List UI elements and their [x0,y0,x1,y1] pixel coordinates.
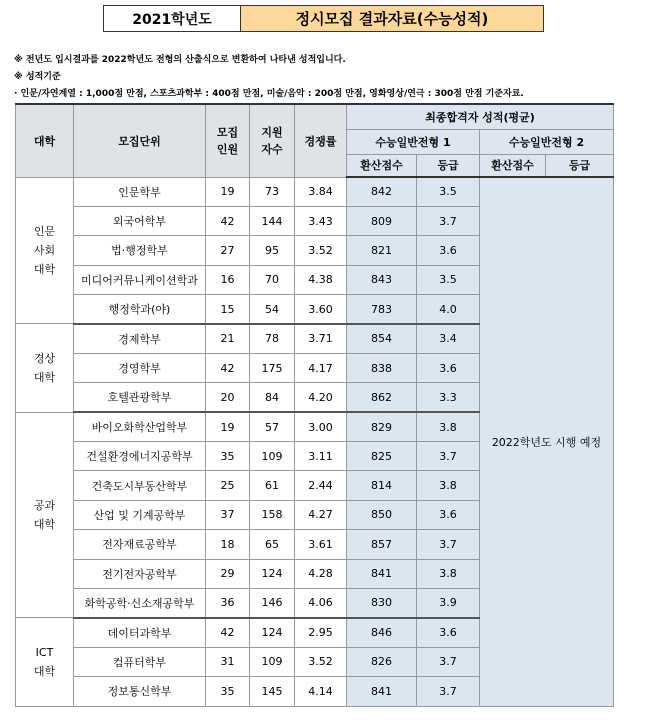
type1-score-cell: 809 [347,206,417,235]
type1-score-cell: 850 [347,500,417,529]
unit-cell: 바이오화학산업학부 [74,412,206,441]
quota-cell: 18 [206,530,250,559]
ratio-cell: 3.52 [295,236,347,265]
applicants-cell: 95 [250,236,295,265]
unit-cell: 산업 및 기계공학부 [74,500,206,529]
quota-cell: 42 [206,353,250,382]
unit-cell: 데이터과학부 [74,618,206,647]
quota-cell: 35 [206,442,250,471]
unit-cell: 컴퓨터학부 [74,647,206,676]
quota-cell: 36 [206,588,250,617]
college-cell [16,618,74,706]
type1-score-cell: 857 [347,530,417,559]
ratio-cell: 3.43 [295,206,347,235]
header-type2-grade: 등급 [546,154,614,177]
college-label-line: ICT [35,645,54,659]
college-label-line: 사회 [33,243,56,257]
type1-grade-cell: 3.9 [417,588,480,617]
type1-score-cell: 838 [347,353,417,382]
quota-cell: 16 [206,265,250,294]
college-cell [16,177,74,324]
ratio-cell: 4.27 [295,500,347,529]
type1-score-cell: 826 [347,647,417,676]
quota-cell: 21 [206,324,250,353]
results-body [16,177,614,706]
applicants-cell: 84 [250,383,295,412]
unit-cell: 화학공학·신소재공학부 [74,588,206,617]
type1-score-cell: 842 [347,177,417,206]
ratio-cell: 4.38 [295,265,347,294]
type1-grade-cell: 3.7 [417,442,480,471]
quota-cell: 37 [206,500,250,529]
type1-grade-cell: 3.3 [417,383,480,412]
unit-cell: 행정학과(야) [74,295,206,324]
type1-score-cell: 830 [347,588,417,617]
college-label-line: 인문 [33,224,56,238]
ratio-cell: 4.06 [295,588,347,617]
type1-grade-cell: 3.5 [417,265,480,294]
quota-cell: 19 [206,412,250,441]
college-label-line: 대학 [33,517,56,531]
type1-grade-cell: 3.8 [417,412,480,441]
ratio-cell: 3.60 [295,295,347,324]
quota-cell: 35 [206,677,250,706]
ratio-cell: 3.00 [295,412,347,441]
quota-cell: 42 [206,618,250,647]
type1-grade-cell: 3.6 [417,353,480,382]
unit-cell: 인문학부 [74,177,206,206]
type1-grade-cell: 3.6 [417,236,480,265]
title-year: 2021학년도 [104,6,241,31]
header-quota: 모집 인원 [206,104,250,177]
ratio-cell: 2.44 [295,471,347,500]
type1-grade-cell: 3.5 [417,177,480,206]
quota-cell: 20 [206,383,250,412]
note-score-basis: · 인문/자연계열 : 1,000점 만점, 스포츠과학부 : 400점 만점, 미술/음악 : 200점 만점, 영화영상/연극 : 300점 만점 기준자료. [14,89,524,99]
college-label-line: 공과 [33,498,56,512]
ratio-cell: 3.52 [295,647,347,676]
college-label-line: 대학 [33,664,56,678]
unit-cell: 미디어커뮤니케이션학과 [74,265,206,294]
college-label-line: 경상 [33,352,56,366]
type1-score-cell: 783 [347,295,417,324]
applicants-cell: 158 [250,500,295,529]
unit-cell: 정보통신학부 [74,677,206,706]
applicants-cell: 146 [250,588,295,617]
quota-cell: 31 [206,647,250,676]
quota-cell: 19 [206,177,250,206]
applicants-cell: 109 [250,442,295,471]
type1-grade-cell: 3.6 [417,500,480,529]
ratio-cell: 4.28 [295,559,347,588]
ratio-cell: 3.71 [295,324,347,353]
quota-cell: 15 [206,295,250,324]
applicants-cell: 175 [250,353,295,382]
applicants-cell: 78 [250,324,295,353]
header-unit: 모집단위 [74,104,206,177]
type1-score-cell: 862 [347,383,417,412]
college-label-line: 대학 [33,262,56,276]
header-type1-score: 환산점수 [347,154,417,177]
applicants-cell: 124 [250,559,295,588]
type1-grade-cell: 3.7 [417,647,480,676]
header-type2: 수능일반전형 2 [480,129,614,154]
applicants-cell: 73 [250,177,295,206]
college-cell [16,412,74,618]
type1-score-cell: 821 [347,236,417,265]
unit-cell: 법·행정학부 [74,236,206,265]
applicants-cell: 57 [250,412,295,441]
unit-cell: 호텔관광학부 [74,383,206,412]
unit-cell: 전기전자공학부 [74,559,206,588]
unit-cell: 전자재료공학부 [74,530,206,559]
quota-cell: 29 [206,559,250,588]
type1-grade-cell: 3.7 [417,677,480,706]
ratio-cell: 3.61 [295,530,347,559]
type1-grade-cell: 3.8 [417,559,480,588]
ratio-cell: 3.11 [295,442,347,471]
header-ratio: 경쟁률 [295,104,347,177]
title-main: 정시모집 결과자료(수능성적) [241,6,543,31]
header-type2-score: 환산점수 [480,154,546,177]
type1-score-cell: 846 [347,618,417,647]
applicants-cell: 124 [250,618,295,647]
ratio-cell: 4.17 [295,353,347,382]
type1-score-cell: 841 [347,677,417,706]
header-college: 대학 [16,104,74,177]
applicants-cell: 61 [250,471,295,500]
table-row [16,177,614,206]
ratio-cell: 4.14 [295,677,347,706]
applicants-cell: 144 [250,206,295,235]
header-applicants: 지원 자수 [250,104,295,177]
title-bar [103,5,544,32]
type1-grade-cell: 4.0 [417,295,480,324]
header-type1-grade: 등급 [417,154,480,177]
ratio-cell: 4.20 [295,383,347,412]
unit-cell: 건설환경에너지공학부 [74,442,206,471]
applicants-cell: 109 [250,647,295,676]
college-label-line: 대학 [33,371,56,385]
type1-grade-cell: 3.7 [417,206,480,235]
unit-cell: 경제학부 [74,324,206,353]
header-final-scores: 최종합격자 성적(평균) [347,104,614,129]
note-conversion: ※ 전년도 입시결과를 2022학년도 전형의 산출식으로 변환하여 나타낸 성적입니다. [14,55,346,65]
college-cell [16,324,74,412]
quota-cell: 42 [206,206,250,235]
applicants-cell: 54 [250,295,295,324]
type1-score-cell: 841 [347,559,417,588]
quota-cell: 27 [206,236,250,265]
type1-score-cell: 814 [347,471,417,500]
ratio-cell: 2.95 [295,618,347,647]
unit-cell: 경영학부 [74,353,206,382]
notes [14,52,524,103]
type1-score-cell: 825 [347,442,417,471]
applicants-cell: 65 [250,530,295,559]
results-table [15,103,614,707]
type1-grade-cell: 3.7 [417,530,480,559]
unit-cell: 건축도시부동산학부 [74,471,206,500]
quota-cell: 25 [206,471,250,500]
applicants-cell: 145 [250,677,295,706]
ratio-cell: 3.84 [295,177,347,206]
applicants-cell: 70 [250,265,295,294]
type1-score-cell: 854 [347,324,417,353]
type1-grade-cell: 3.6 [417,618,480,647]
type1-grade-cell: 3.4 [417,324,480,353]
type1-grade-cell: 3.8 [417,471,480,500]
header-type1: 수능일반전형 1 [347,129,480,154]
type1-score-cell: 829 [347,412,417,441]
unit-cell: 외국어학부 [74,206,206,235]
note-criteria: ※ 성적기준 [14,72,61,82]
type2-planned-note: 2022학년도 시행 예정 [480,177,614,706]
type1-score-cell: 843 [347,265,417,294]
